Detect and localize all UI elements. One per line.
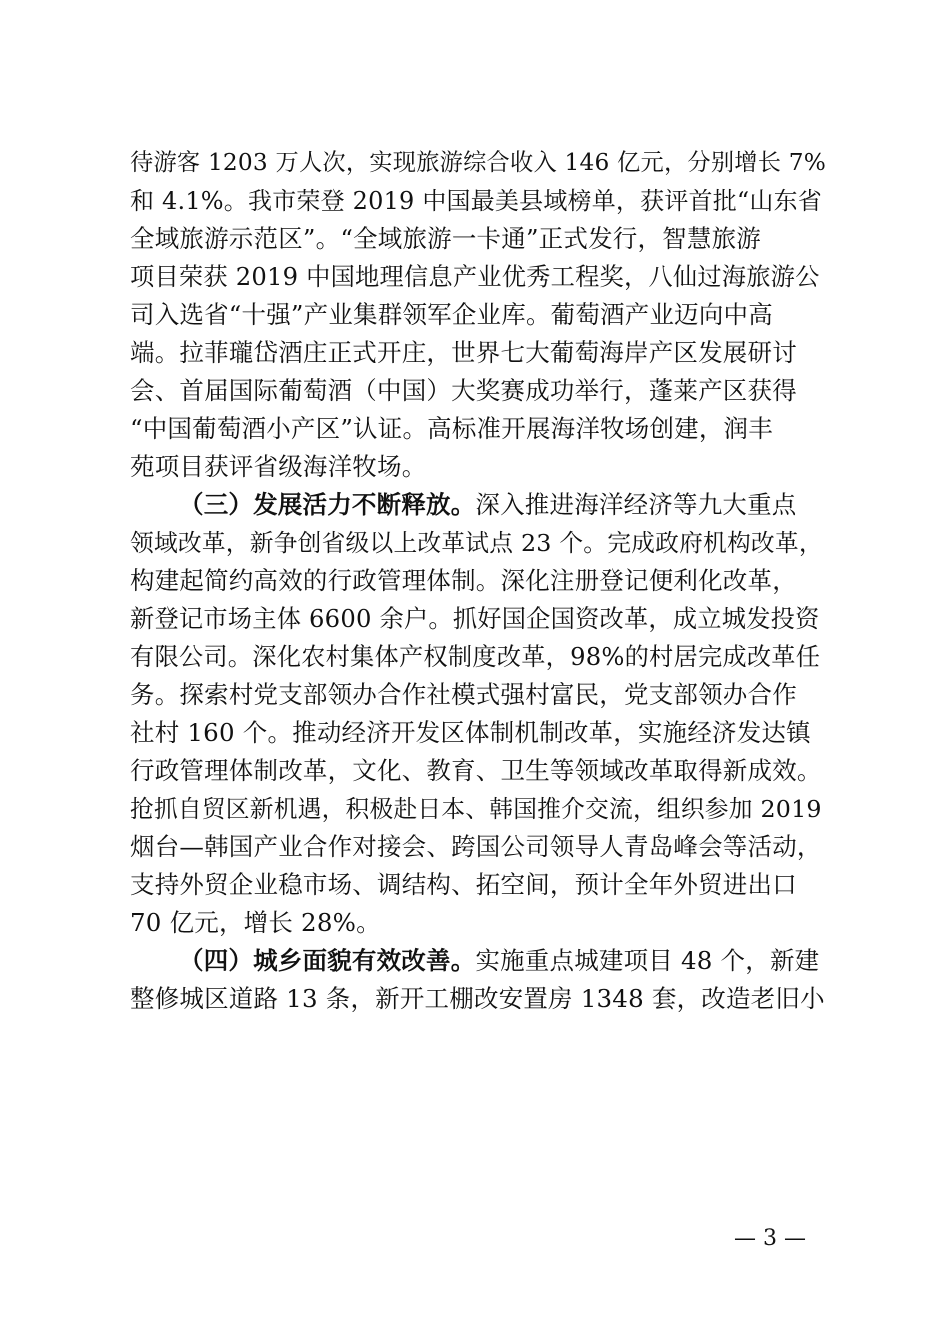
- paragraph-line: [130, 148, 826, 178]
- paragraph-line: [130, 452, 826, 482]
- text-line: 项目荣获 2019 中国地理信息产业优秀工程奖，八仙过海旅游公: [130, 262, 820, 291]
- paragraph-line: [130, 338, 826, 368]
- page-number: — 3 —: [734, 1226, 806, 1251]
- paragraph-line: [130, 680, 826, 710]
- text-line: 烟台—韩国产业合作对接会、跨国公司领导人青岛峰会等活动，: [130, 832, 822, 861]
- text-line: 待游客 1203 万人次，实现旅游综合收入 146 亿元，分别增长 7%: [130, 149, 827, 176]
- paragraph-line: [130, 224, 826, 254]
- text-line: 抢抓自贸区新机遇，积极赴日本、韩国推介交流，组织参加 2019: [130, 795, 822, 823]
- paragraph-line: [130, 300, 826, 330]
- text-line: 支持外贸企业稳市场、调结构、拓空间，预计全年外贸进出口: [130, 870, 797, 899]
- paragraph-line: [130, 528, 826, 558]
- paragraph-line: [130, 946, 826, 976]
- paragraph-line: [130, 832, 826, 862]
- text-line: “中国葡萄酒小产区”认证。高标准开展海洋牧场创建，润丰: [130, 414, 773, 443]
- section-heading: （三）发展活力不断释放。: [179, 490, 476, 519]
- paragraph-line: [130, 718, 826, 748]
- text-line: 全域旅游示范区”。“全域旅游一卡通”正式发行，智慧旅游: [130, 224, 761, 253]
- text-line: 和 4.1%。我市荣登 2019 中国最美县域榜单，获评首批“山东省: [130, 187, 823, 215]
- paragraph-line: [130, 376, 826, 406]
- paragraph-line: [130, 490, 826, 520]
- text-line: 有限公司。深化农村集体产权制度改革，98%的村居完成改革任: [130, 642, 821, 671]
- text-line: 社村 160 个。推动经济开发区体制机制改革，实施经济发达镇: [130, 718, 811, 747]
- paragraph-line: [130, 642, 826, 672]
- paragraph-line: [130, 794, 826, 824]
- text-line: 整修城区道路 13 条，新开工棚改安置房 1348 套，改造老旧小: [130, 984, 825, 1013]
- text-line: 新登记市场主体 6600 余户。抓好国企国资改革，成立城发投资: [130, 604, 820, 633]
- text-line: 端。拉菲瓏岱酒庄正式开庄，世界七大葡萄海岸产区发展研讨: [130, 338, 797, 367]
- paragraph-line: [130, 566, 826, 596]
- text-line: 行政管理体制改革，文化、教育、卫生等领域改革取得新成效。: [130, 756, 822, 785]
- text-line: 会、首届国际葡萄酒（中国）大奖赛成功举行，蓬莱产区获得: [130, 376, 797, 405]
- text-line: 70 亿元，增长 28%。: [130, 908, 381, 937]
- text-line: 深入推进海洋经济等九大重点: [475, 490, 797, 519]
- paragraph-line: [130, 186, 826, 216]
- text-line: 务。探索村党支部领办合作社模式强村富民，党支部领办合作: [130, 680, 797, 709]
- paragraph-line: [130, 984, 826, 1014]
- paragraph-line: [130, 908, 826, 938]
- text-line: 司入选省“十强”产业集群领军企业库。葡萄酒产业迈向中高: [130, 300, 773, 329]
- paragraph-line: [130, 870, 826, 900]
- paragraph-line: [130, 414, 826, 444]
- paragraph-line: [130, 604, 826, 634]
- paragraph-line: [130, 262, 826, 292]
- paragraph-line: [130, 756, 826, 786]
- text-line: 实施重点城建项目 48 个，新建: [475, 946, 820, 975]
- text-line: 领域改革，新争创省级以上改革试点 23 个。完成政府机构改革，: [130, 529, 823, 557]
- text-line: 构建起简约高效的行政管理体制。深化注册登记便利化改革，: [130, 566, 797, 595]
- section-heading: （四）城乡面貌有效改善。: [179, 946, 476, 975]
- text-line: 苑项目获评省级海洋牧场。: [130, 452, 427, 481]
